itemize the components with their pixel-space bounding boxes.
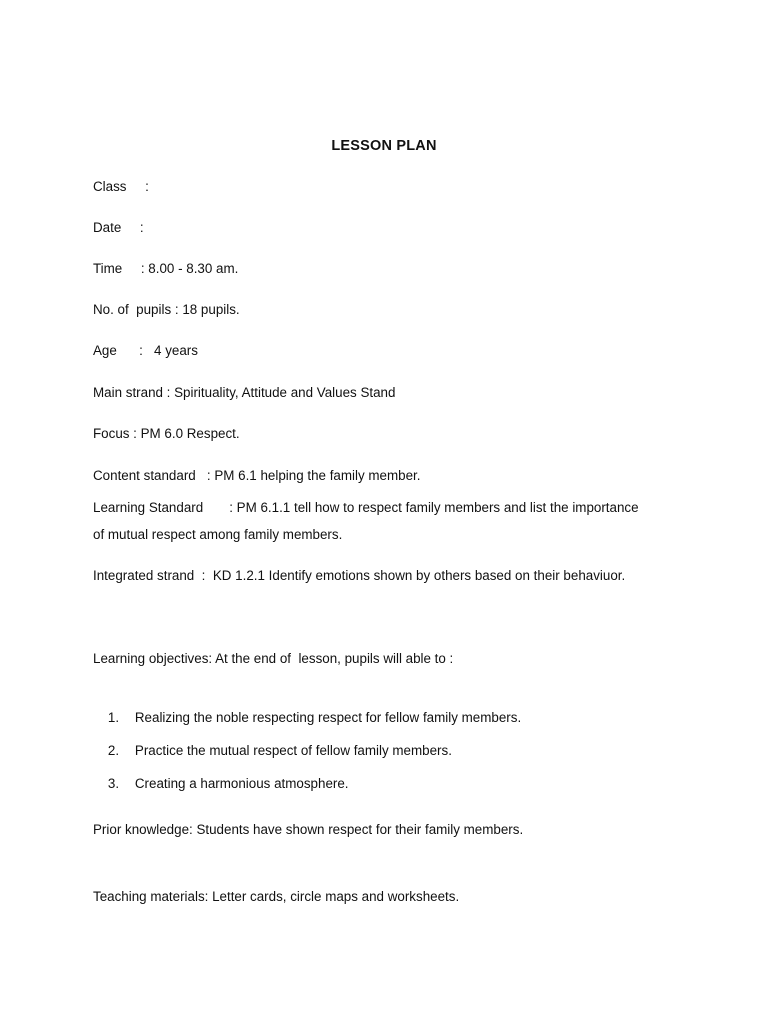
objective-text: Creating a harmonious atmosphere. — [134, 776, 349, 791]
objective-text: Realizing the noble respecting respect for fellow family members. — [134, 710, 522, 725]
date-field: Date : — [93, 220, 144, 235]
objective-item — [93, 757, 349, 811]
focus-field: Focus : PM 6.0 Respect. — [93, 426, 240, 441]
objective-number: 3. — [107, 776, 120, 791]
age-field: Age : 4 years — [93, 343, 198, 358]
main-strand-field: Main strand : Spirituality, Attitude and Values Stand — [93, 385, 396, 400]
content-standard-field: Content standard : PM 6.1 helping the family member. — [93, 468, 421, 483]
objective-text: Practice the mutual respect of fellow family members. — [134, 743, 452, 758]
teaching-materials: Teaching materials: Letter cards, circle maps and worksheets. — [93, 889, 460, 904]
time-field: Time : 8.00 - 8.30 am. — [93, 261, 239, 276]
learning-standard-field-line1: Learning Standard : PM 6.1.1 tell how to respect family members and list the importance — [93, 500, 639, 515]
pupils-field: No. of pupils : 18 pupils. — [93, 302, 240, 317]
integrated-strand-field: Integrated strand : KD 1.2.1 Identify emotions shown by others based on their behaviuor. — [93, 568, 626, 583]
objectives-heading: Learning objectives: At the end of lesson, pupils will able to : — [93, 651, 454, 666]
learning-standard-field-line2: of mutual respect among family members. — [93, 527, 343, 542]
objective-number: 2. — [107, 743, 120, 758]
objective-number: 1. — [107, 710, 120, 725]
prior-knowledge: Prior knowledge: Students have shown respect for their family members. — [93, 822, 524, 837]
class-field: Class : — [93, 179, 149, 194]
page-title: LESSON PLAN — [331, 138, 437, 154]
